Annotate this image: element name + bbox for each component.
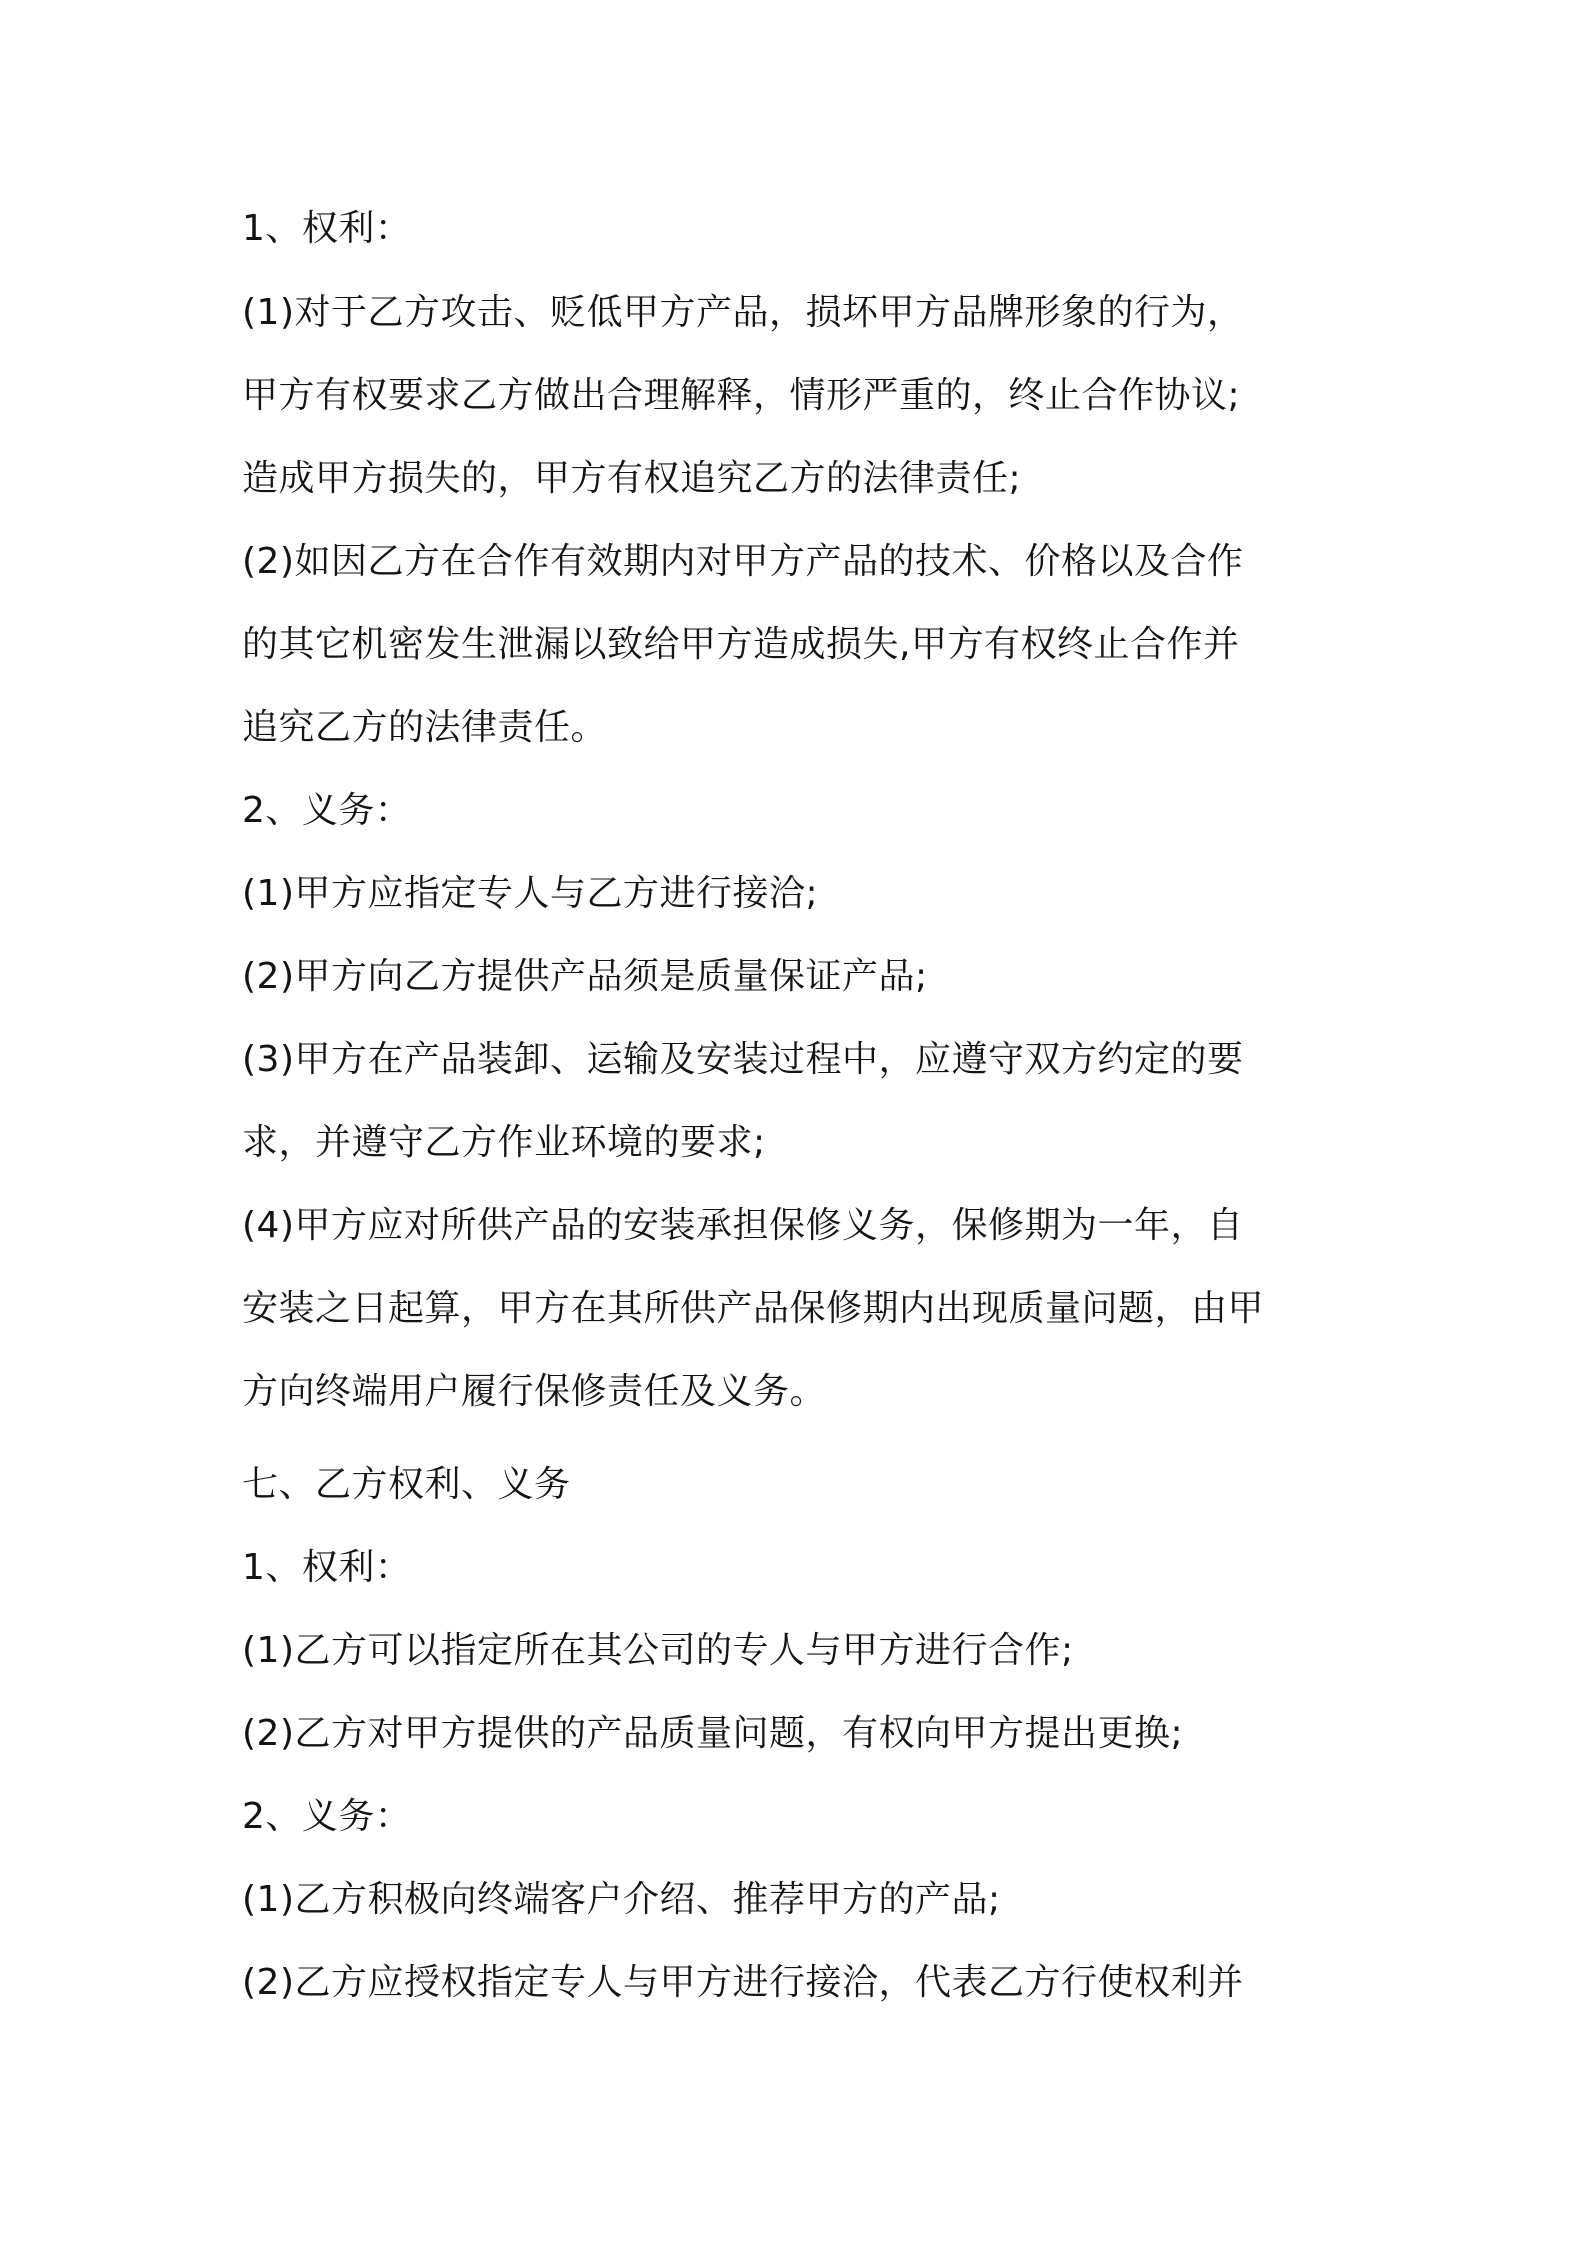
section-heading-rights: 1、权利： — [242, 208, 412, 249]
chapter-heading-party-b: 七、乙方权利、义务 — [242, 1464, 571, 1505]
paragraph-line: (1)乙方积极向终端客户介绍、推荐甲方的产品; — [242, 1879, 1001, 1920]
paragraph-line: 造成甲方损失的，甲方有权追究乙方的法律责任; — [242, 458, 1022, 499]
paragraph-line: 追究乙方的法律责任。 — [242, 707, 608, 748]
paragraph-line: (2)乙方对甲方提供的产品质量问题，有权向甲方提出更换; — [242, 1713, 1184, 1754]
section-heading-obligations: 2、义务： — [242, 790, 412, 831]
paragraph-line: (3)甲方在产品装卸、运输及安装过程中，应遵守双方约定的要 — [242, 1039, 1244, 1080]
paragraph-line: 方向终端用户履行保修责任及义务。 — [242, 1371, 827, 1412]
paragraph-line: (1)乙方可以指定所在其公司的专人与甲方进行合作; — [242, 1630, 1074, 1671]
paragraph-line: (1)对于乙方攻击、贬低甲方产品，损坏甲方品牌形象的行为， — [242, 292, 1244, 333]
paragraph-line: 求，并遵守乙方作业环境的要求; — [242, 1122, 766, 1163]
paragraph-line: (2)如因乙方在合作有效期内对甲方产品的技术、价格以及合作 — [242, 541, 1244, 582]
paragraph-line: (2)甲方向乙方提供产品须是质量保证产品; — [242, 956, 928, 997]
paragraph-line: (2)乙方应授权指定专人与甲方进行接洽，代表乙方行使权利并 — [242, 1962, 1244, 2003]
paragraph-line: 的其它机密发生泄漏以致给甲方造成损失,甲方有权终止合作并 — [242, 624, 1240, 665]
paragraph-line: (4)甲方应对所供产品的安装承担保修义务，保修期为一年，自 — [242, 1205, 1244, 1246]
paragraph-line: 甲方有权要求乙方做出合理解释，情形严重的，终止合作协议; — [242, 375, 1241, 416]
section-heading-rights: 1、权利： — [242, 1547, 412, 1588]
paragraph-line: 安装之日起算，甲方在其所供产品保修期内出现质量问题，由甲 — [242, 1288, 1265, 1329]
section-heading-obligations: 2、义务： — [242, 1796, 412, 1837]
paragraph-line: (1)甲方应指定专人与乙方进行接洽; — [242, 873, 819, 914]
